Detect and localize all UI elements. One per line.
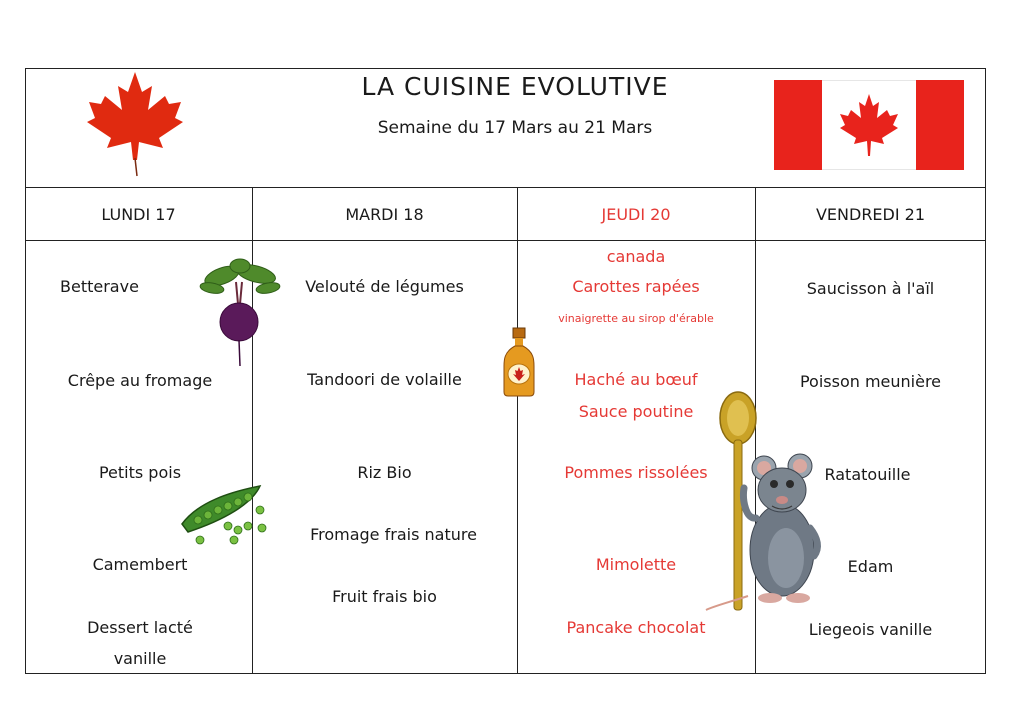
menu-item: Edam	[847, 557, 894, 576]
menu-item: Fruit frais bio	[332, 587, 437, 606]
menu-item: Haché au bœuf	[574, 370, 698, 389]
pea-pod-icon	[178, 480, 273, 550]
day-row-divider	[25, 240, 986, 241]
day-header-vendredi: VENDREDI 21	[815, 205, 926, 224]
menu-item: Pommes rissolées	[564, 463, 708, 482]
page-title: LA CUISINE EVOLUTIVE	[361, 72, 669, 101]
menu-item: vinaigrette au sirop d'érable	[558, 312, 714, 325]
menu-item: Tandoori de volaille	[307, 370, 462, 389]
menu-item: Pancake chocolat	[566, 618, 706, 637]
menu-item: Saucisson à l'aïl	[806, 279, 935, 298]
day-header-jeudi: JEUDI 20	[601, 205, 671, 224]
week-subtitle: Semaine du 17 Mars au 21 Mars	[377, 118, 653, 138]
menu-item: Carottes rapées	[572, 277, 700, 296]
maple-leaf-icon	[85, 70, 185, 178]
menu-item: Poisson meunière	[799, 372, 942, 391]
menu-item: Petits pois	[98, 463, 182, 482]
day-header-lundi: LUNDI 17	[101, 205, 176, 224]
canada-flag-icon	[774, 80, 964, 170]
day-header-mardi: MARDI 18	[345, 205, 424, 224]
menu-item: Crêpe au fromage	[67, 371, 213, 390]
menu-item: Liegeois vanille	[808, 620, 933, 639]
menu-item: Camembert	[92, 555, 188, 574]
header-divider	[25, 187, 986, 188]
menu-item: Riz Bio	[357, 463, 412, 482]
menu-item: vanille	[113, 649, 167, 668]
menu-item: Ratatouille	[824, 465, 911, 484]
menu-item: Betterave	[60, 277, 139, 296]
menu-item: Velouté de légumes	[305, 277, 464, 296]
menu-item: Sauce poutine	[578, 402, 694, 421]
menu-item: Dessert lacté	[87, 618, 193, 637]
chef-rat-with-spoon-icon	[700, 388, 830, 620]
menu-item: Fromage frais nature	[310, 525, 477, 544]
menu-item: canada	[606, 247, 666, 266]
menu-item: Mimolette	[595, 555, 677, 574]
